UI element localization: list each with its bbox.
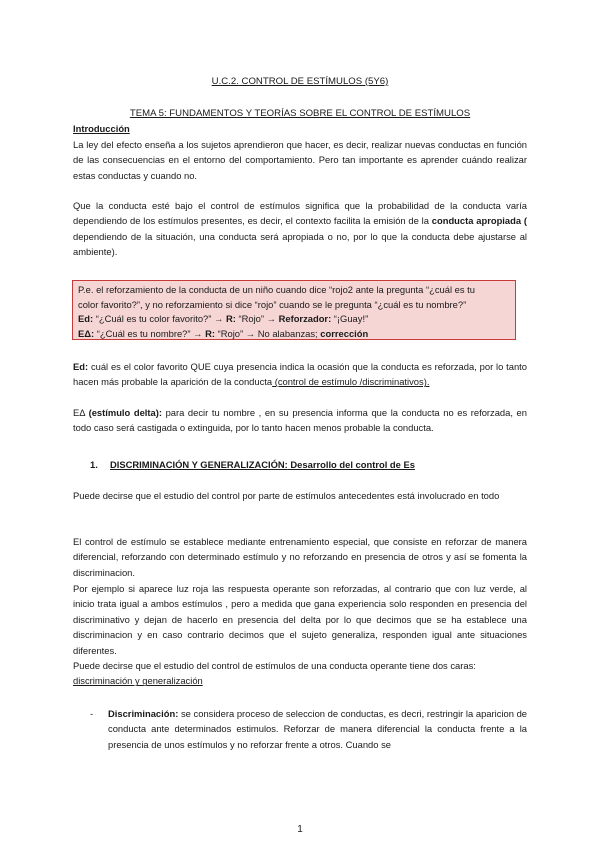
callout-edelta-question: “¿Cuál es tu nombre?” → [94,327,206,339]
bullet-dash: - [90,708,94,719]
callout-ed-label: Ed: [78,313,94,325]
intro-paragraph-2-text-a: Que la conducta esté bajo el control de estímulos significa que la probabilidad de la conducta varía dependiendo de los estímulos presentes, es decir, el contexto facilita la emisión de la [73,200,527,227]
ed-underlined: (control de estímulo /discriminativos). [272,376,430,388]
ed-paragraph [73,359,527,390]
course-title: U.C.2. CONTROL DE ESTÍMULOS (5Y6) [211,76,389,87]
intro-paragraph-2-bold: conducta apropiada ( [431,215,527,227]
callout-edelta-response: “Rojo” → No alabanzas; [215,327,321,339]
section-1-heading-rest: Desarrollo del control de Es [287,459,415,470]
section-1-paragraph-4 [73,658,527,689]
callout-reinforcer-label: Reforzador: [278,313,332,325]
intro-paragraph-2-text-b: dependiendo de la situación, una conducta será apropiada o no, por lo que la conducta debe ajustarse al ambiente). [73,230,527,258]
section-1-paragraph-4-underlined: discriminación y generalización [73,675,203,687]
intro-paragraph-2 [73,198,527,260]
intro-paragraph-1: La ley del efecto enseña a los sujetos aprendieron que hacer, es decir, realizar nuevas conductas en función de las consecuencias en el entorno del comportamiento. Pero tan importante es aprender cuándo realizar estas conductas y cuando no. [73,139,527,181]
intro-heading: Introducción [73,123,130,134]
section-1-paragraph-4-text: Puede decirse que el estudio del control de estímulos de una conducta operante tiene dos caras: [73,660,476,671]
ed-label: Ed: [73,361,89,372]
section-1-heading-bold: DISCRIMINACIÓN Y GENERALIZACIÓN: [110,459,288,470]
edelta-text: para decir tu nombre , en su presencia informa que la conducta no es reforzada, en todo caso será castigada o extinguida, por lo tanto hacen menos probable la conducta. [73,407,527,434]
example-callout-box [72,280,516,340]
callout-edelta-label: EΔ: [78,327,95,339]
callout-line-3 [78,312,510,327]
callout-reinforcer-text: “¡Guay!” [331,313,369,325]
bullet-discriminacion-label: Discriminación: [108,708,179,719]
callout-line-2: color favorito?”, y no reforzamiento si dice “rojo” cuando se le pregunta “¿cuál es tu nombre?” [78,298,467,310]
bullet-discriminacion-body: se considera proceso de seleccion de conductas, es decri, restringir la aparicion de conducta ante determinados estimulos. Reforzar de manera diferencial la conducta frente a la presencia de unos estímulos y no reforzar frente a otros. Cuando se [108,708,527,750]
topic-title: TEMA 5: FUNDAMENTOS Y TEORÍAS SOBRE EL CONTROL DE ESTÍMULOS [129,108,471,119]
callout-correction: corrección [320,327,369,339]
section-1-paragraph-2: El control de estímulo se establece mediante entrenamiento especial, que consiste en reforzar de manera diferencial, reforzando con determinado estímulo y no reforzando en presencia de otros y así se fomenta la discriminacion. [73,536,527,578]
edelta-paragraph [73,405,527,436]
callout-line-4 [78,327,510,342]
section-1-number: 1. [90,459,98,470]
callout-r2-label: R: [205,327,216,339]
edelta-prefix: EΔ [73,407,89,418]
edelta-label: (estímulo delta): [88,407,162,418]
section-1-paragraph-3: Por ejemplo si aparece luz roja las respuesta operante son reforzadas, al contrario que con luz verde, al inicio trata igual a ambos estímulos , pero a medida que gana experiencia solo responden en presencia del discriminativo y dejan de hacerlo en presencia del delta por lo que decimos que se ha establece una discriminacion y en caso contrario decimos que el sujeto generaliza, responden igual ante situaciones diferentes. [73,583,527,656]
page-number: 1 [297,824,303,835]
ed-text: cuál es el color favorito QUE cuya presencia indica la ocasión que la conducta es reforzada, por lo tanto hacen más probable la aparición de la conducta [73,361,527,388]
callout-r-label: R: [225,313,236,325]
callout-line-1: P.e. el reforzamiento de la conducta de un niño cuando dice “rojo2 ante la pregunta “¿cuál es tu [78,284,475,295]
section-1-heading [90,457,530,472]
callout-ed-response: “Rojo” → [235,313,279,325]
bullet-discriminacion-text [108,706,527,752]
section-1-paragraph-1: Puede decirse que el estudio del control por parte de estímulos antecedentes está involucrado en todo [73,490,500,501]
callout-ed-question: “¿Cuál es tu color favorito?” → [93,313,226,325]
